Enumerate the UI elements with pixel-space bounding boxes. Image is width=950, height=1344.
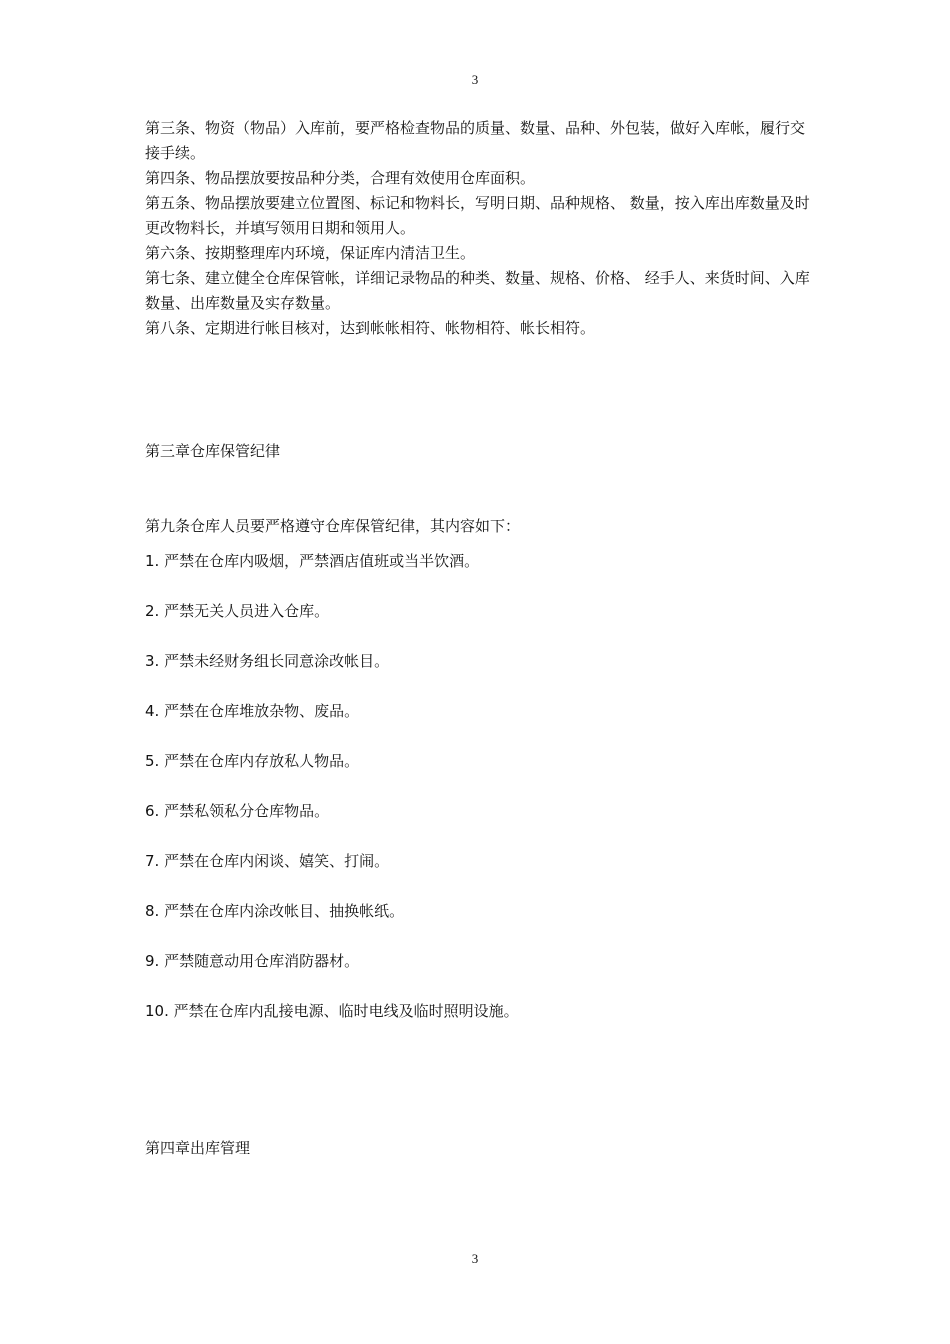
- rule-number: 8.: [145, 902, 160, 920]
- rule-text: 严禁在仓库内闲谈、嬉笑、打闹。: [164, 852, 390, 870]
- rule-text: 严禁在仓库内存放私人物品。: [164, 752, 360, 770]
- rule-text: 严禁在仓库内乱接电源、临时电线及临时照明设施。: [173, 1002, 519, 1020]
- list-item: [145, 900, 810, 950]
- list-item: [145, 650, 810, 700]
- list-item: [145, 800, 810, 850]
- list-item: [145, 550, 810, 600]
- rule-number: 6.: [145, 802, 160, 820]
- rule-text: 严禁在仓库堆放杂物、废品。: [164, 702, 360, 720]
- rule-number: 1.: [145, 552, 160, 570]
- discipline-rules-list: [145, 550, 810, 1050]
- rule-number: 9.: [145, 952, 160, 970]
- rule-number: 7.: [145, 852, 160, 870]
- list-item: [145, 600, 810, 650]
- rule-text: 严禁随意动用仓库消防器材。: [164, 952, 360, 970]
- article-6: 第六条、按期整理库内环境，保证库内清洁卫生。: [145, 244, 476, 262]
- page-number-bottom: 3: [471, 1251, 479, 1266]
- rule-text: 严禁无关人员进入仓库。: [164, 602, 330, 620]
- rule-text: 严禁在仓库内涂改帐目、抽换帐纸。: [164, 902, 405, 920]
- rule-number: 10.: [145, 1002, 169, 1020]
- rule-text: 严禁未经财务组长同意涂改帐目。: [164, 652, 390, 670]
- article-5: 第五条、物品摆放要建立位置图、标记和物料长，写明日期、品种规格、 数量，按入库出库数量及时更改物料长，并填写领用日期和领用人。: [145, 194, 810, 237]
- articles-block: [145, 116, 810, 341]
- rule-number: 3.: [145, 652, 160, 670]
- chapter-4-heading: 第四章出库管理: [145, 1139, 251, 1157]
- rule-text: 严禁在仓库内吸烟，严禁酒店值班或当半饮酒。: [164, 552, 480, 570]
- chapter-3-heading: 第三章仓库保管纪律: [145, 442, 281, 460]
- rule-text: 严禁私领私分仓库物品。: [164, 802, 330, 820]
- rule-number: 2.: [145, 602, 160, 620]
- page-number-top: 3: [471, 72, 479, 87]
- list-item: [145, 850, 810, 900]
- article-8: 第八条、定期进行帐目核对，达到帐帐相符、帐物相符、帐长相符。: [145, 319, 596, 337]
- rule-number: 4.: [145, 702, 160, 720]
- article-7: 第七条、建立健全仓库保管帐，详细记录物品的种类、数量、规格、价格、 经手人、来货时间、入库数量、出库数量及实存数量。: [145, 269, 810, 312]
- article-9-intro: 第九条仓库人员要严格遵守仓库保管纪律，其内容如下：: [145, 517, 521, 535]
- list-item: [145, 1000, 810, 1050]
- list-item: [145, 950, 810, 1000]
- list-item: [145, 700, 810, 750]
- article-3: 第三条、物资（物品）入库前，要严格检查物品的质量、数量、品种、外包装，做好入库帐，履行交接手续。: [145, 119, 806, 162]
- list-item: [145, 750, 810, 800]
- article-4: 第四条、物品摆放要按品种分类，合理有效使用仓库面积。: [145, 169, 536, 187]
- rule-number: 5.: [145, 752, 160, 770]
